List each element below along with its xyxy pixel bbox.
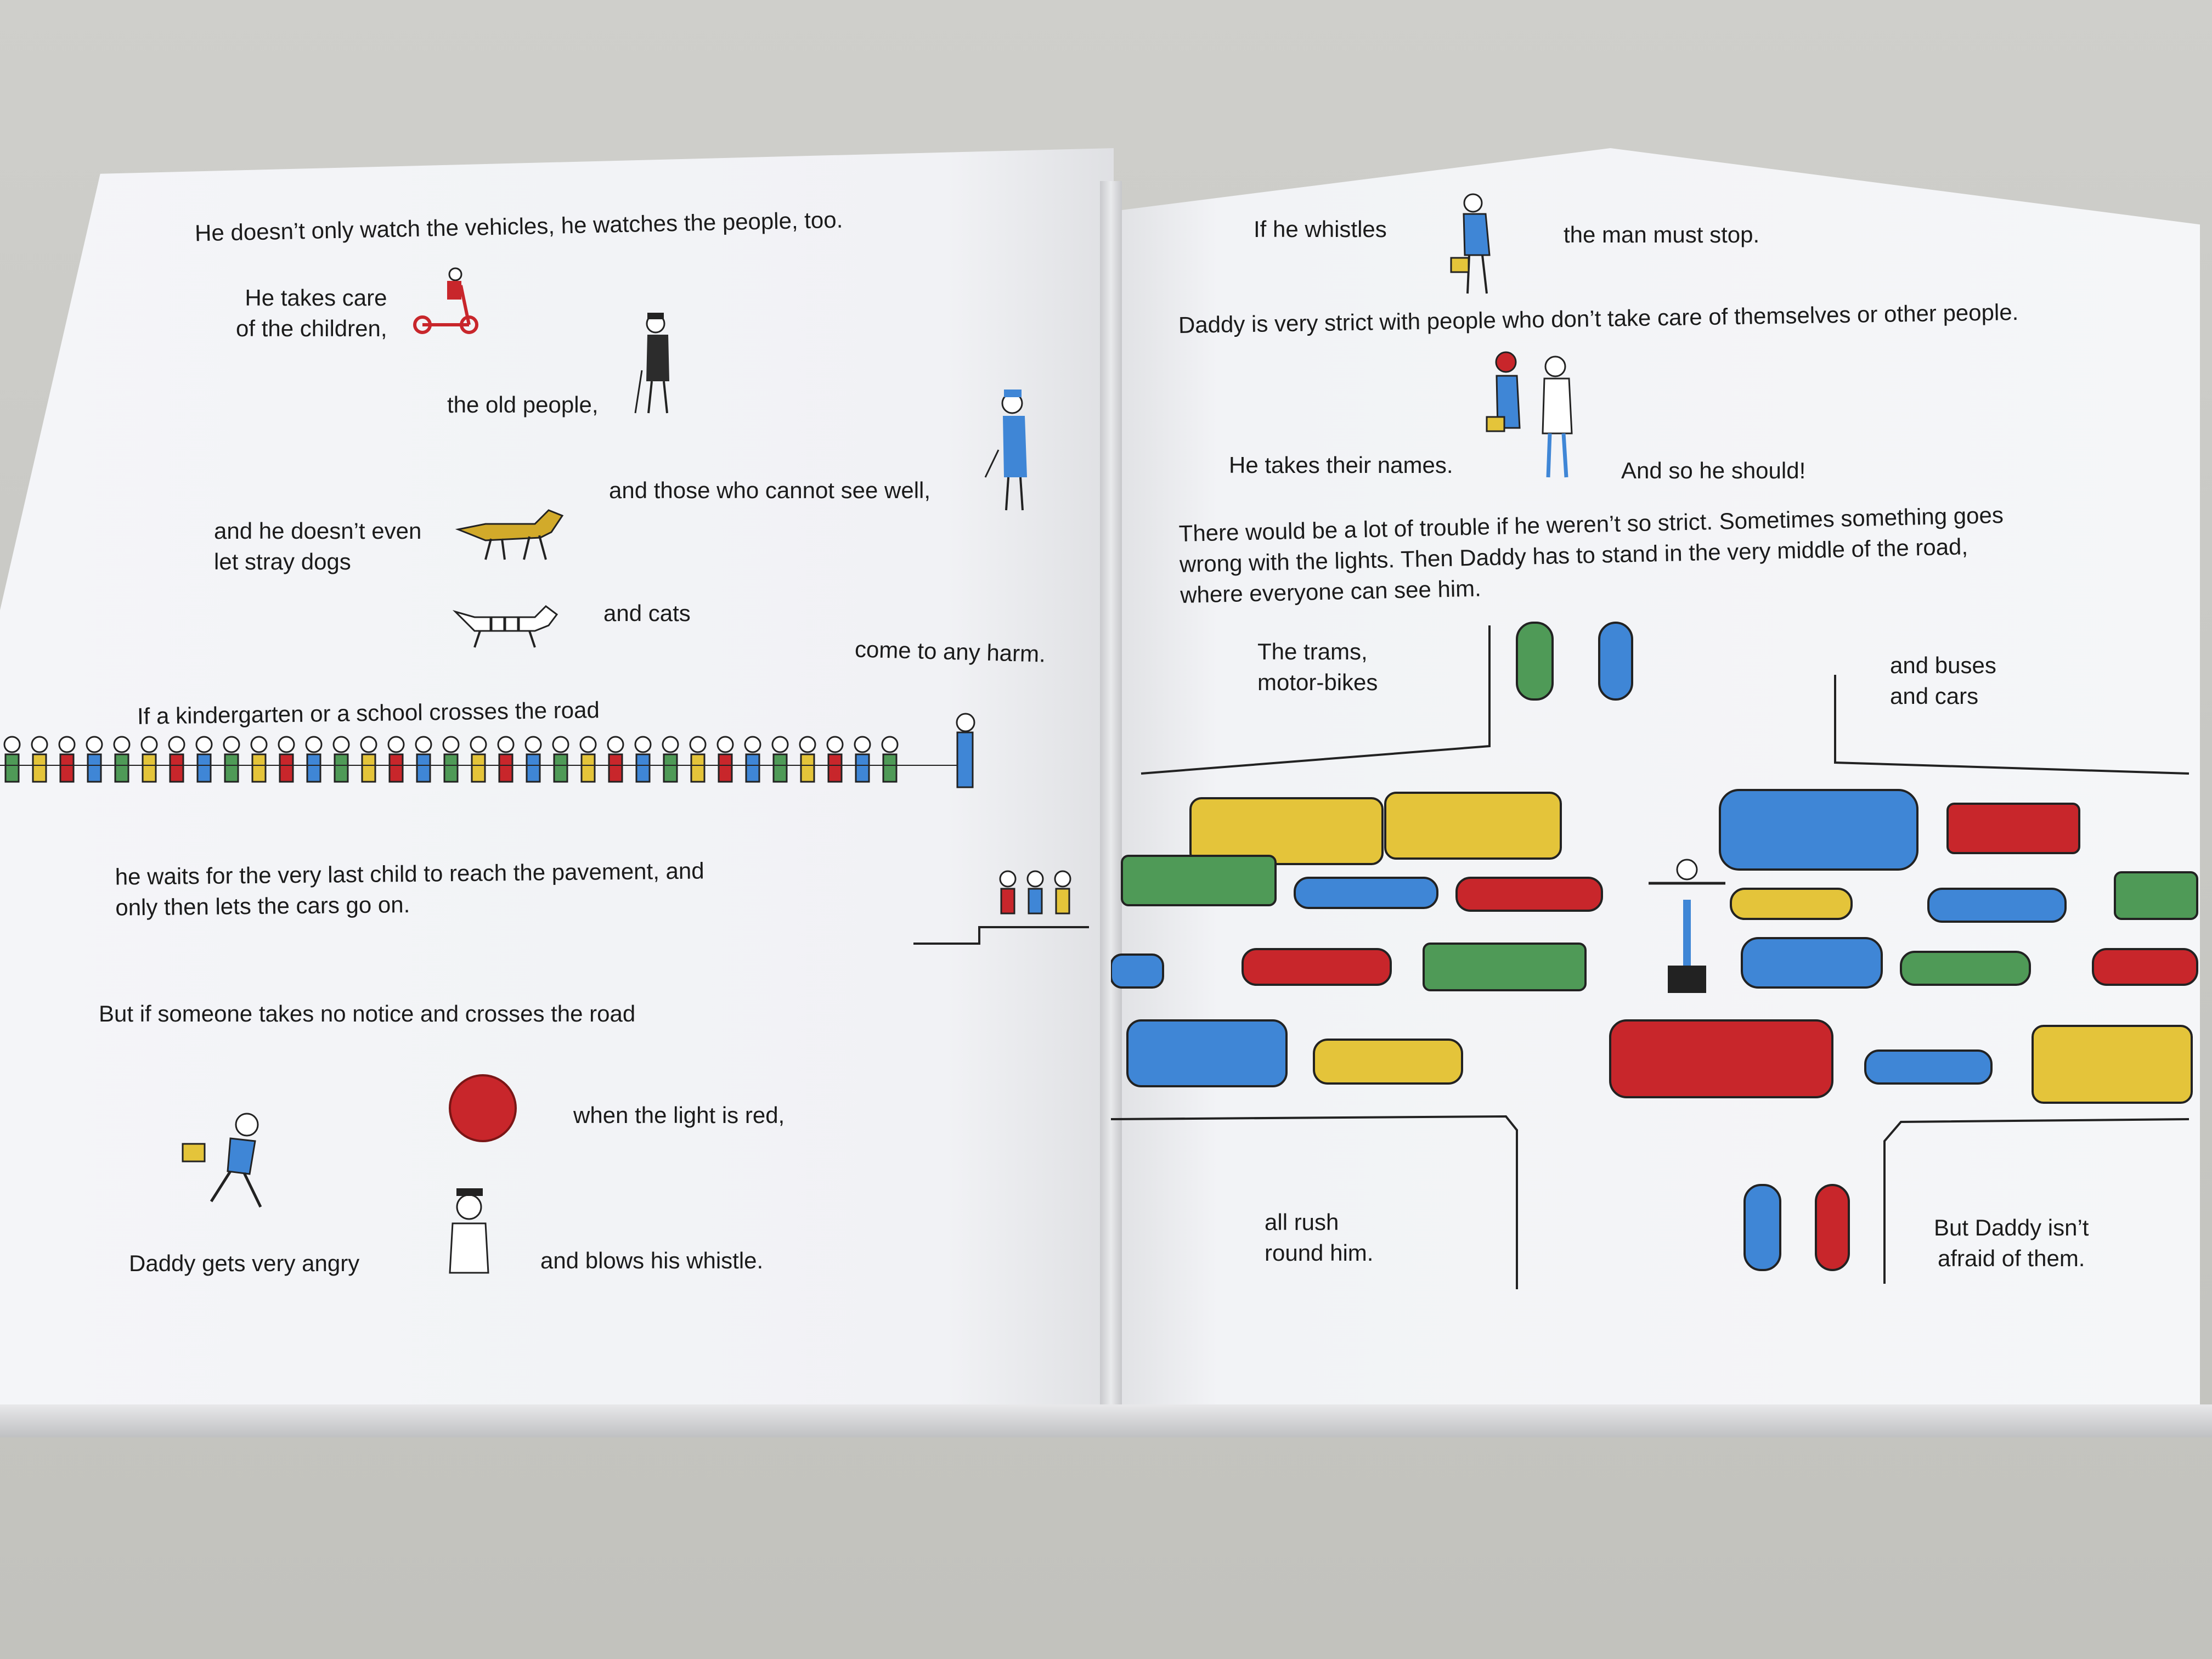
man-briefcase-icon	[1448, 189, 1509, 299]
blind-man-icon	[982, 384, 1048, 516]
cat-icon	[453, 601, 562, 650]
text-trouble: There would be a lot of trouble if he weren’t so strict. Sometimes something goes wrong with the lights. Then Daddy has to stand in the very middle of the road, where everyone can see him.	[1178, 501, 2004, 608]
text-light-red: when the light is red,	[573, 1102, 785, 1128]
text-rush: all rush round him.	[1265, 1209, 1374, 1266]
text-angry: Daddy gets very angry	[129, 1250, 360, 1276]
text-buses: and buses and cars	[1890, 652, 1996, 709]
old-man-icon	[631, 310, 697, 420]
policeman-whistle-icon	[433, 1180, 499, 1278]
text-names: He takes their names.	[1229, 452, 1453, 478]
child-scooter-icon	[409, 263, 486, 340]
text-strict: Daddy is very strict with people who don’t take care of themselves or other people.	[1178, 298, 2019, 338]
text-whistle: and blows his whistle.	[540, 1248, 764, 1273]
running-man-icon	[178, 1103, 277, 1212]
book-cover-edge	[0, 1404, 2212, 1437]
text-no-notice: But if someone takes no notice and crosses the road	[99, 1001, 636, 1026]
text-and-cats: and cats	[603, 600, 691, 626]
text-children: He takes care of the children,	[236, 285, 387, 341]
text-man-stop: the man must stop.	[1564, 222, 1760, 247]
text-afraid: But Daddy isn’t afraid of them.	[1934, 1215, 2089, 1271]
left-line-vehicles: He doesn’t only watch the vehicles, he watches the people, too.	[194, 206, 843, 246]
text-stray-dogs: and he doesn’t even let stray dogs	[214, 518, 422, 574]
children-pavement-icon	[913, 850, 1094, 949]
text-old-people: the old people,	[447, 392, 599, 417]
text-should: And so he should!	[1621, 458, 1806, 483]
policeman-notes-icon	[1481, 346, 1585, 483]
text-harm: come to any harm.	[854, 636, 1046, 667]
text-trams: The trams, motor-bikes	[1257, 639, 1378, 695]
red-light-icon	[444, 1070, 521, 1147]
text-cannot-see: and those who cannot see well,	[609, 477, 931, 503]
text-waits: he waits for the very last child to reach the pavement, and only then lets the cars go on.	[115, 857, 704, 921]
traffic-scene-illustration	[1111, 614, 2203, 1300]
text-if-whistles: If he whistles	[1254, 216, 1387, 242]
text-kindergarten: If a kindergarten or a school crosses the road	[137, 697, 600, 729]
children-row-illustration	[0, 710, 988, 831]
stray-dog-icon	[453, 499, 568, 565]
